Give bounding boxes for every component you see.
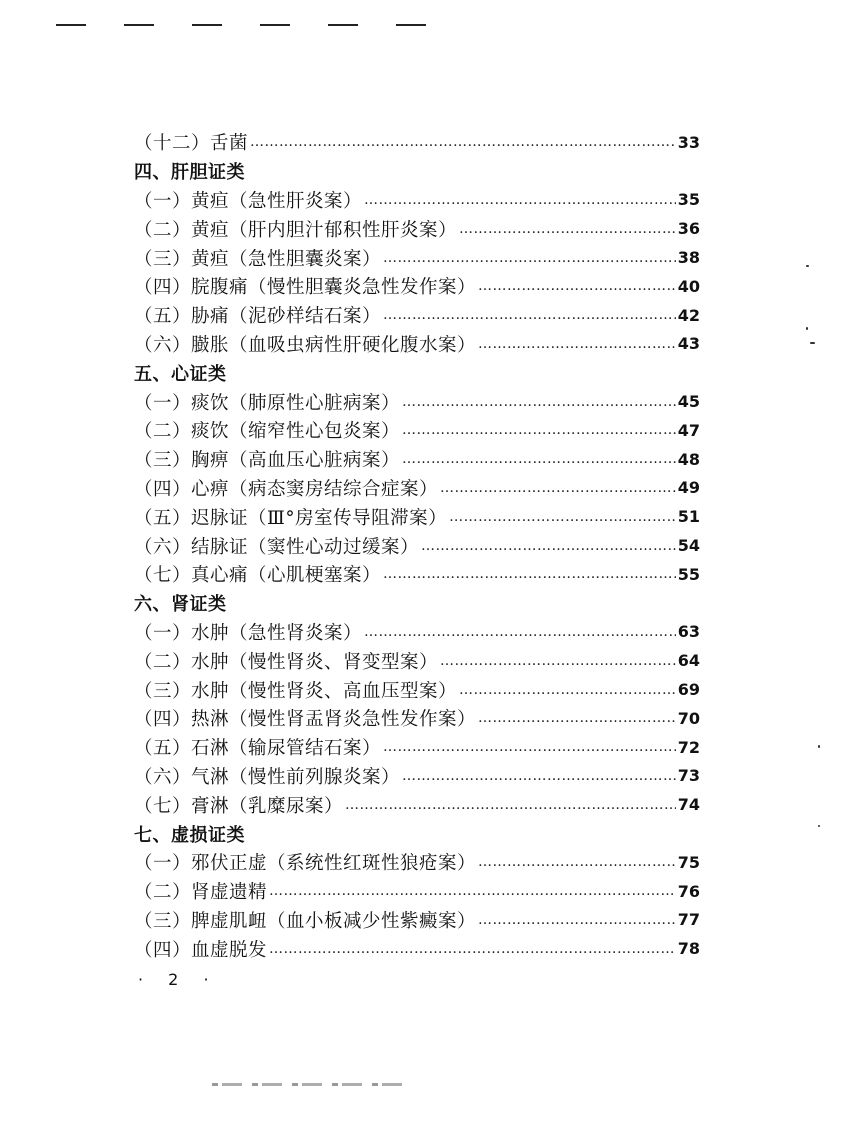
toc-entry-page: 38 [677,248,700,268]
toc-entry-page: 51 [677,507,700,527]
toc-entry-page: 75 [677,852,700,872]
dot-leader [250,135,676,149]
toc-entry [134,934,700,963]
edge-mark [192,24,222,26]
toc-entry [134,128,700,157]
section-heading-title: 七、虚损证类 [134,824,245,846]
table-of-contents [134,128,700,963]
toc-entry [134,704,700,733]
toc-entry [134,646,700,675]
scan-speck [818,745,820,748]
dot-leader [383,308,676,322]
toc-entry-page: 78 [677,939,700,959]
dot-leader [345,798,676,812]
toc-entry [134,214,700,243]
toc-entry-page: 36 [677,219,700,239]
dot-leader [440,654,676,668]
toc-entry-page: 33 [677,132,700,152]
dot-leader [449,510,676,524]
dot-leader [383,740,676,754]
scan-speck [810,342,815,344]
toc-entry-title: （三）胸痹（高血压心脏病案） [134,450,401,472]
toc-entry-title: （七）真心痛（心肌梗塞案） [134,565,382,587]
dot-leader [402,452,676,466]
edge-mark [260,24,290,26]
toc-entry [134,618,700,647]
toc-entry [134,301,700,330]
toc-entry-title: （一）痰饮（肺原性心脏病案） [134,392,401,414]
toc-section-heading [134,358,700,387]
toc-entry [134,675,700,704]
toc-entry [134,474,700,503]
section-heading-title: 五、心证类 [134,363,227,385]
toc-entry [134,387,700,416]
toc-section-heading [134,819,700,848]
toc-entry-page: 49 [677,478,700,498]
dot-leader [383,567,676,581]
toc-entry-page: 64 [677,651,700,671]
toc-entry-title: （一）水肿（急性肾炎案） [134,622,363,644]
toc-section-heading [134,157,700,186]
toc-entry-page: 74 [677,795,700,815]
toc-entry-page: 43 [677,334,700,354]
toc-section-heading [134,589,700,618]
toc-entry-title: （七）膏淋（乳糜尿案） [134,795,344,817]
toc-entry-page: 35 [677,190,700,210]
toc-entry-page: 55 [677,564,700,584]
top-edge-marks [56,24,426,26]
dot-leader [269,942,676,956]
toc-entry-title: （四）脘腹痛（慢性胆囊炎急性发作案） [134,277,477,299]
dot-leader [478,711,676,725]
dot-leader [478,279,676,293]
toc-entry [134,877,700,906]
dot-leader [269,884,676,898]
toc-entry-title: （二）痰饮（缩窄性心包炎案） [134,421,401,443]
toc-entry [134,790,700,819]
toc-entry [134,906,700,935]
scan-speck [806,327,808,330]
page-number: · 2 · [138,970,219,989]
toc-entry-page: 45 [677,392,700,412]
toc-entry-title: （二）肾虚遗精 [134,882,268,904]
toc-entry-page: 70 [677,708,700,728]
toc-entry-page: 48 [677,449,700,469]
toc-entry-page: 63 [677,622,700,642]
toc-entry [134,243,700,272]
toc-entry-page: 72 [677,737,700,757]
dot-leader [383,251,676,265]
section-heading-title: 六、肾证类 [134,594,227,616]
dot-leader [402,423,676,437]
scan-speck [806,265,809,267]
toc-entry [134,848,700,877]
toc-entry-title: （六）气淋（慢性前列腺炎案） [134,766,401,788]
toc-entry [134,502,700,531]
toc-entry-page: 73 [677,766,700,786]
toc-entry-title: （五）胁痛（泥砂样结石案） [134,306,382,328]
dot-leader [478,913,676,927]
dot-leader [478,855,676,869]
toc-entry-title: （二）水肿（慢性肾炎、肾变型案） [134,651,439,673]
toc-entry-title: （六）结脉证（窦性心动过缓案） [134,536,420,558]
toc-entry-page: 40 [677,276,700,296]
dot-leader [478,337,676,351]
scan-speck [818,825,820,827]
toc-entry [134,762,700,791]
toc-entry [134,560,700,589]
toc-entry-page: 76 [677,881,700,901]
toc-entry-title: （二）黄疸（肝内胆汁郁积性肝炎案） [134,219,458,241]
toc-entry [134,330,700,359]
dot-leader [364,193,676,207]
edge-mark [396,24,426,26]
toc-entry-title: （十二）舌菌 [134,133,249,155]
dot-leader [364,625,676,639]
toc-entry-title: （六）臌胀（血吸虫病性肝硬化腹水案） [134,334,477,356]
toc-entry-page: 47 [677,420,700,440]
toc-entry [134,416,700,445]
toc-entry [134,272,700,301]
dot-leader [421,539,676,553]
edge-mark [328,24,358,26]
toc-entry-page: 54 [677,536,700,556]
bottom-scan-noise [212,1083,412,1086]
edge-mark [124,24,154,26]
toc-entry [134,445,700,474]
toc-entry-page: 69 [677,680,700,700]
toc-entry-page: 77 [677,910,700,930]
section-heading-title: 四、肝胆证类 [134,162,245,184]
toc-entry [134,733,700,762]
toc-entry-page: 42 [677,305,700,325]
toc-entry [134,186,700,215]
toc-entry-title: （四）心痹（病态窦房结综合症案） [134,478,439,500]
toc-entry-title: （三）水肿（慢性肾炎、高血压型案） [134,680,458,702]
dot-leader [459,222,676,236]
toc-entry-title: （三）脾虚肌衄（血小板减少性紫癜案） [134,910,477,932]
edge-mark [56,24,86,26]
dot-leader [459,683,676,697]
toc-entry-title: （一）黄疸（急性肝炎案） [134,190,363,212]
toc-entry-title: （五）迟脉证（Ⅲ°房室传导阻滞案） [134,507,448,529]
toc-entry-title: （三）黄疸（急性胆囊炎案） [134,248,382,270]
dot-leader [402,769,676,783]
toc-entry [134,531,700,560]
toc-entry-title: （四）血虚脱发 [134,939,268,961]
dot-leader [440,481,676,495]
toc-entry-title: （五）石淋（输尿管结石案） [134,738,382,760]
toc-entry-title: （一）邪伏正虚（系统性红斑性狼疮案） [134,853,477,875]
toc-entry-title: （四）热淋（慢性肾盂肾炎急性发作案） [134,709,477,731]
dot-leader [402,395,676,409]
